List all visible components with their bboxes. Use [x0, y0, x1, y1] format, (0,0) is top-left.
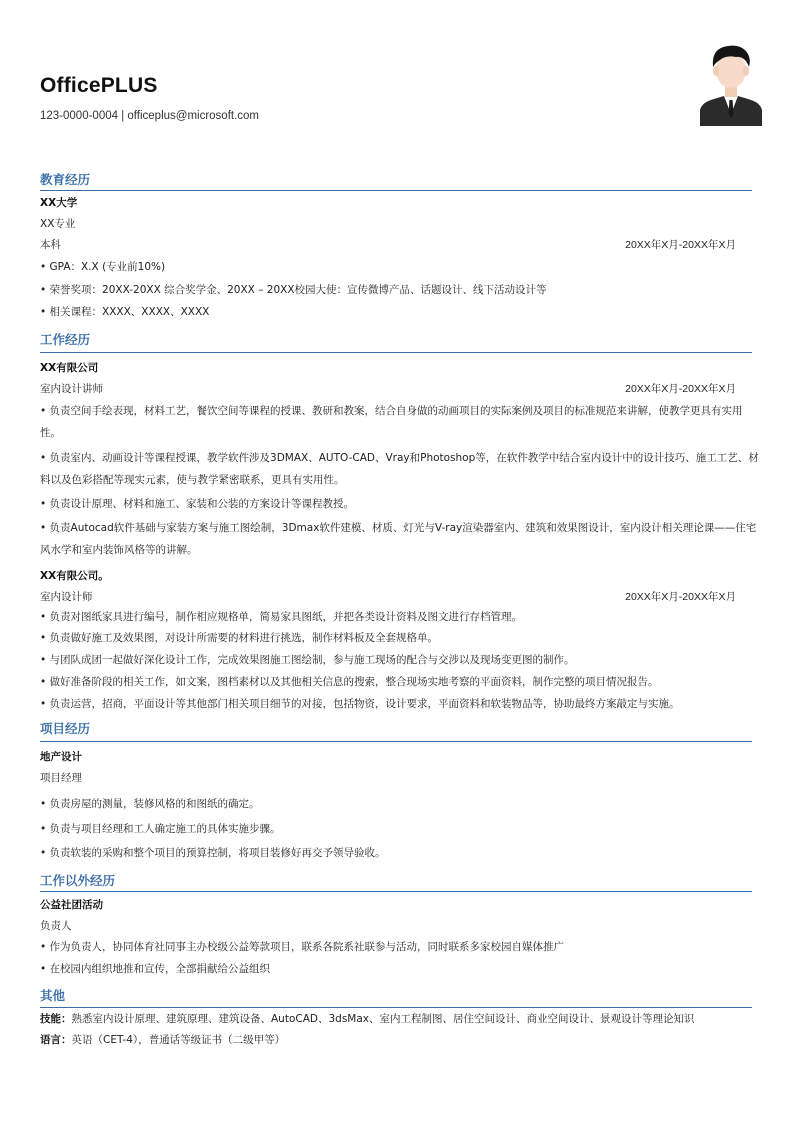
list-item: • 负责运营，招商，平面设计等其他部门相关项目细节的对接，包括物资，设计要求，平面资料和软装物品等，协助最终方案敲定与实施。 [40, 698, 680, 710]
education-date: 20XX年X月-20XX年X月 [625, 239, 736, 251]
section-divider [40, 352, 752, 353]
list-item: • 作为负责人，协同体育社同事主办校级公益筹款项目，联系各院系社联参与活动，同时联系多家校园自媒体推广 [40, 941, 565, 953]
company-name: XX有限公司。 [40, 570, 109, 582]
project-name: 地产设计 [40, 751, 82, 763]
section-title-projects: 项目经历 [40, 721, 91, 736]
job-date: 20XX年X月-20XX年X月 [625, 591, 736, 603]
skills-text: 熟悉室内设计原理、建筑原理、建筑设备、AutoCAD、3dsMax、室内工程制图、居住空间设计、商业空间设计、景观设计等理论知识 [71, 1013, 695, 1025]
activity-role: 负责人 [40, 920, 72, 932]
degree: 本科 [40, 239, 61, 251]
section-title-extra: 工作以外经历 [40, 873, 116, 888]
section-divider [40, 1007, 752, 1008]
job-date: 20XX年X月-20XX年X月 [625, 383, 736, 395]
list-item: • 负责房屋的测量，装修风格的和图纸的确定。 [40, 798, 260, 810]
section-divider [40, 891, 752, 892]
language-row [40, 1033, 285, 1047]
section-divider [40, 190, 752, 191]
person-avatar-icon [698, 40, 764, 126]
list-item: • 相关课程：XXXX、XXXX、XXXX [40, 306, 210, 318]
language-text: 英语（CET-4），普通话等级证书（二级甲等） [71, 1034, 286, 1046]
section-divider [40, 741, 752, 742]
company-name: XX有限公司 [40, 362, 99, 374]
list-item: • 负责Autocad软件基础与家装方案与施工图绘制，3Dmax软件建模、材质、灯光与V-ray渲染器室内、建筑和效果图设计，室内设计相关理论课——住宅风水学和室内装饰风格等的讲解。 [40, 522, 757, 556]
candidate-name: OfficePLUS [40, 74, 158, 97]
list-item: • 负责软装的采购和整个项目的预算控制，将项目装修好再交予领导验收。 [40, 847, 386, 859]
list-item: • 负责设计原理、材料和施工、家装和公装的方案设计等课程教授。 [40, 498, 355, 510]
job-role: 室内设计师 [40, 591, 93, 603]
skills-label: 技能： [40, 1013, 72, 1025]
language-label: 语言： [40, 1034, 72, 1046]
major: XX专业 [40, 218, 76, 230]
contact-info: 123-0000-0004 | officeplus@microsoft.com [40, 110, 260, 122]
list-item: • 负责对图纸家具进行编号，制作相应规格单，简易家具图纸，并把各类设计资料及图文进行存档管理。 [40, 611, 523, 623]
list-item: • 负责空间手绘表现，材料工艺，餐饮空间等课程的授课、教研和教案，结合自身做的动画项目的实际案例及项目的标准规范来讲解，使教学更具有实用性。 [40, 405, 743, 439]
activity-name: 公益社团活动 [40, 899, 103, 911]
project-role: 项目经理 [40, 772, 82, 784]
list-item: • 负责与项目经理和工人确定施工的具体实施步骤。 [40, 823, 281, 835]
list-item: • 荣誉奖项：20XX-20XX 综合奖学金、20XX – 20XX校园大使：宣传微博产品、话题设计、线下活动设计等 [40, 284, 547, 296]
list-item: • 在校园内组织地推和宣传，全部捐献给公益组织 [40, 963, 271, 975]
section-title-work: 工作经历 [40, 332, 91, 347]
list-item: • 负责室内、动画设计等课程授课，教学软件涉及3DMAX、AUTO-CAD、Vray和Photoshop等，在软件教学中结合室内设计中的设计技巧、施工工艺、材料以及色彩搭配等现实元素，使与教学紧密联系，更具有实用性。 [40, 452, 759, 486]
skills-row [40, 1012, 695, 1026]
list-item: • 负责做好施工及效果图，对设计所需要的材料进行挑选，制作材料板及全套规格单。 [40, 632, 439, 644]
list-item: • GPA：X.X (专业前10%) [40, 261, 166, 273]
section-title-other: 其他 [40, 988, 66, 1003]
list-item: • 做好准备阶段的相关工作，如文案，图档素材以及其他相关信息的搜索，整合现场实地考察的平面资料，制作完整的项目情况报告。 [40, 676, 659, 688]
job-role: 室内设计讲师 [40, 383, 103, 395]
school-name: XX大学 [40, 197, 78, 209]
list-item: • 与团队成团一起做好深化设计工作，完成效果图施工图绘制，参与施工现场的配合与交涉以及现场变更图的制作。 [40, 654, 575, 666]
section-title-education: 教育经历 [40, 172, 91, 187]
